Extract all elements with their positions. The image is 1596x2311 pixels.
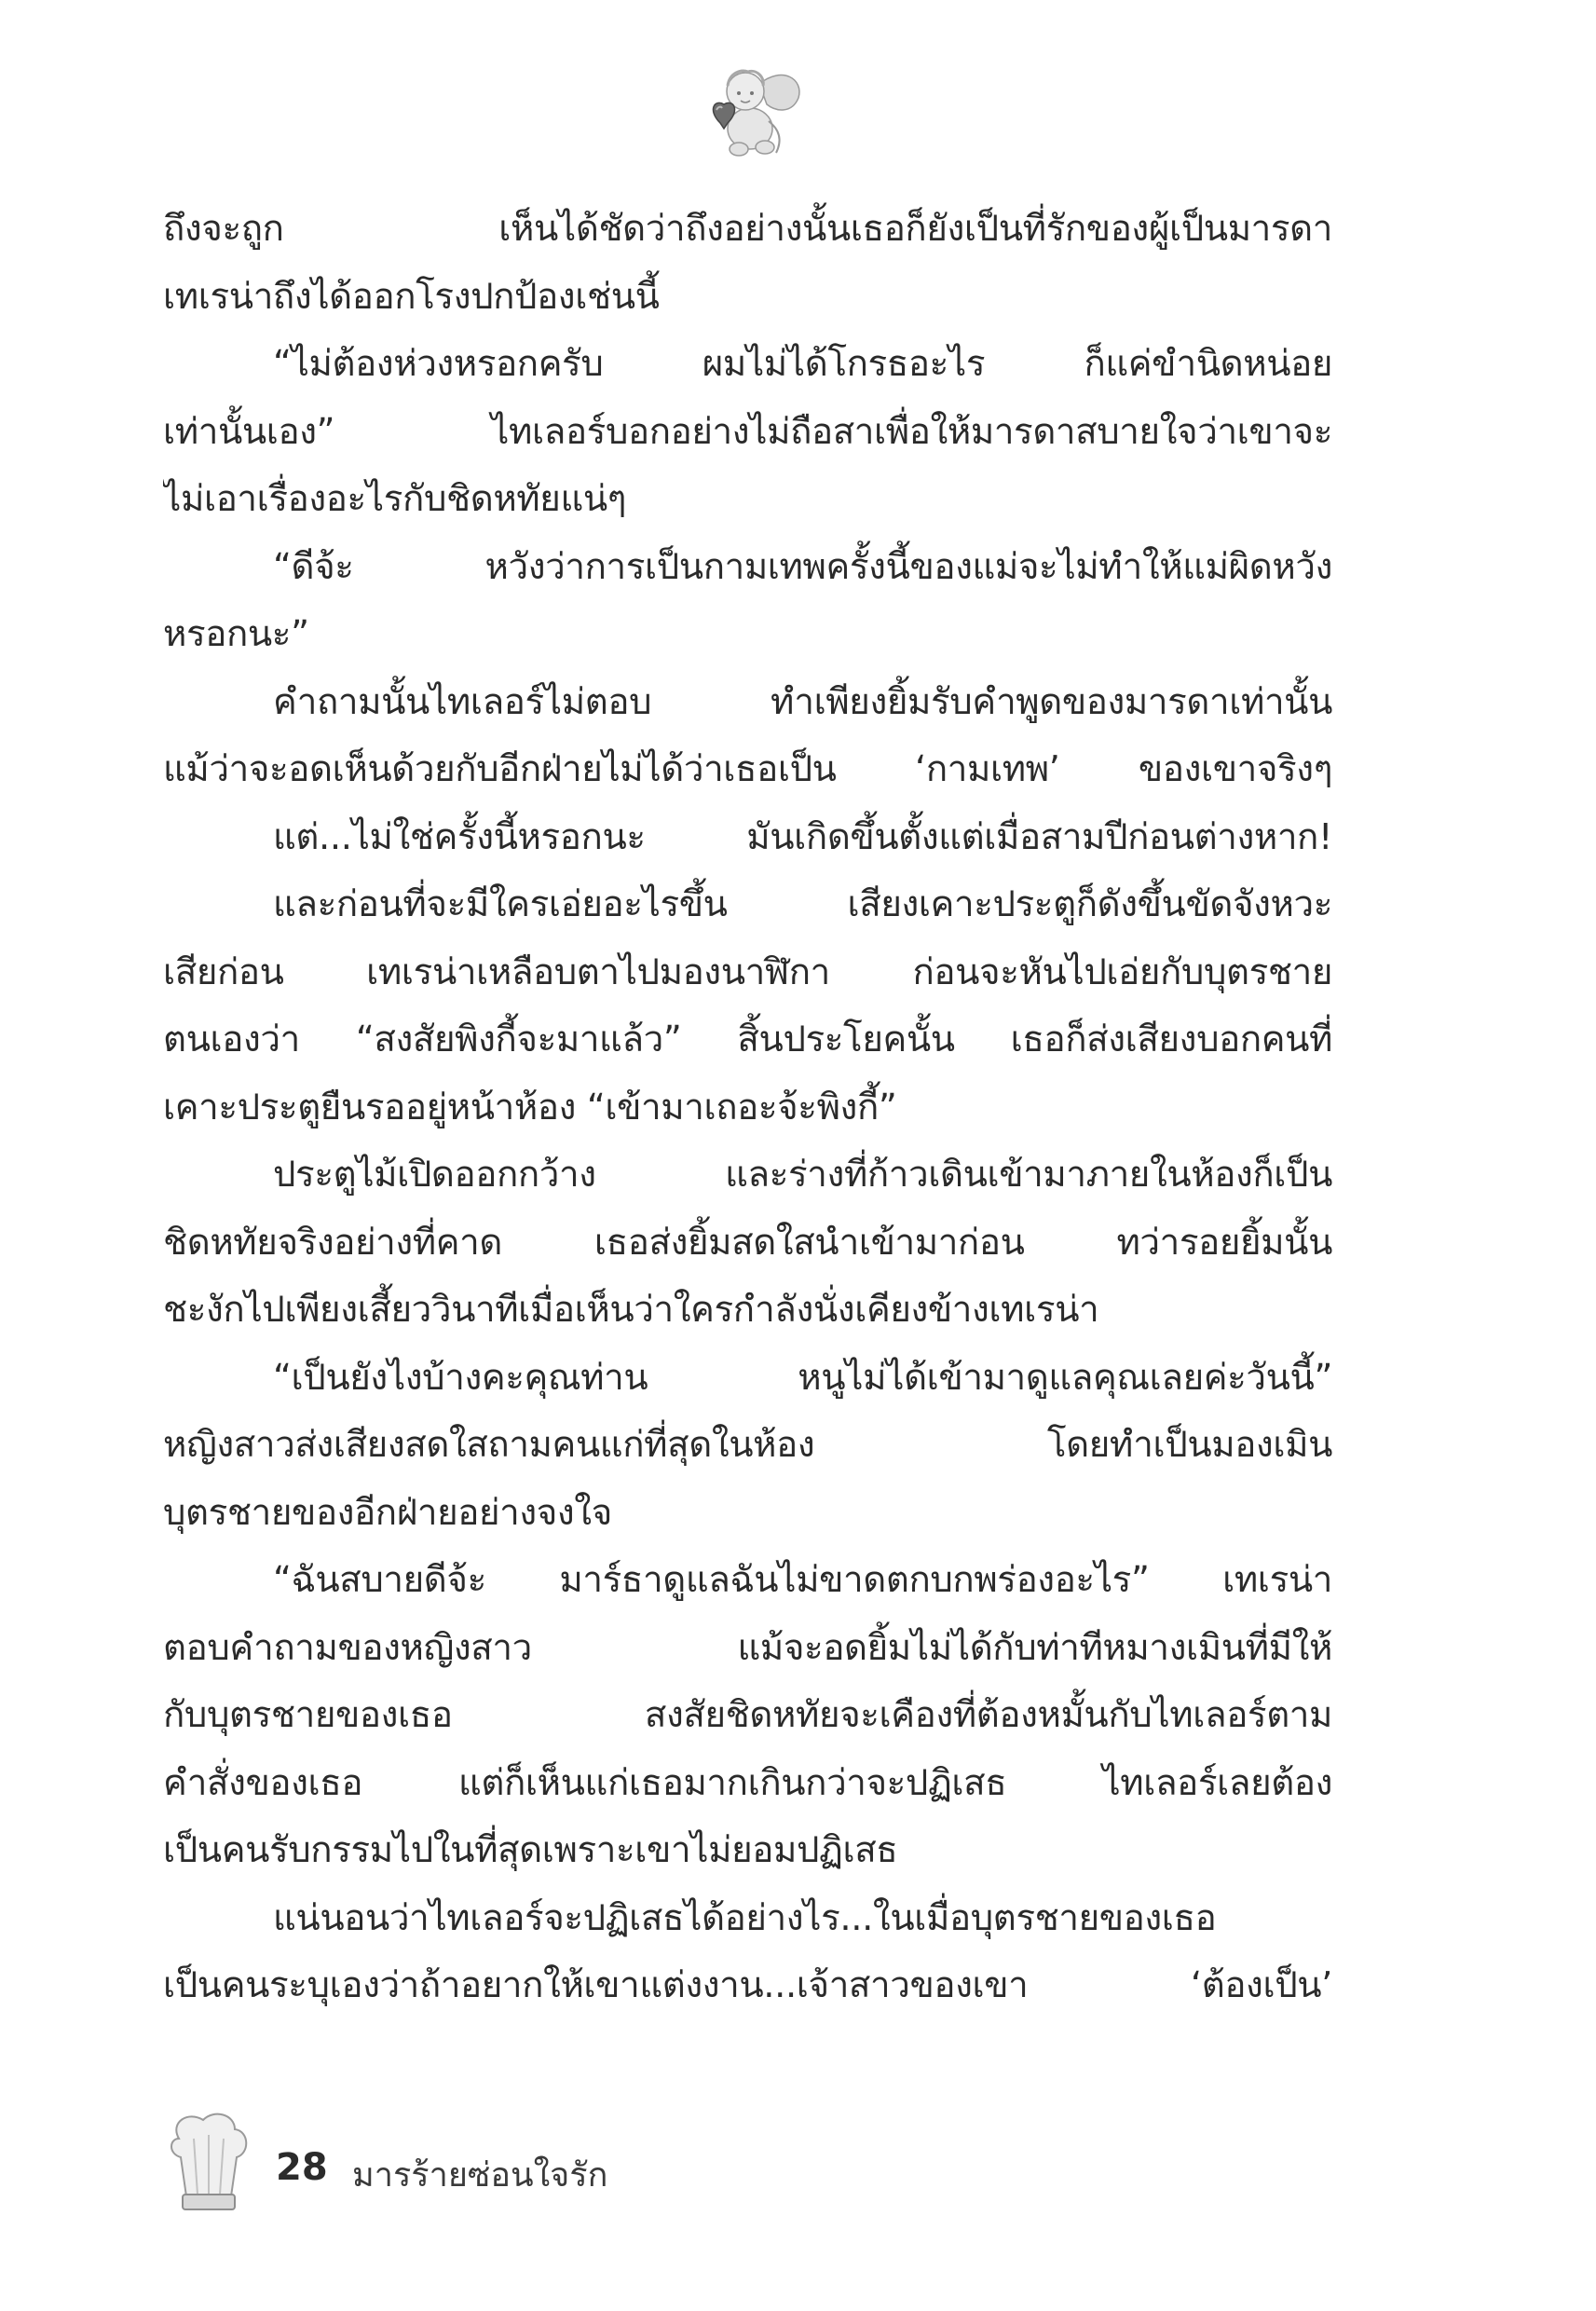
chef-hat-icon: [166, 2111, 250, 2213]
text-line-25: เป็นคนรับกรรมไปในที่สุดเพราะเขาไม่ยอมปฏิเสธ: [163, 1829, 898, 1871]
text-line-9: แม้ว่าจะอดเห็นด้วยกับอีกฝ่ายไม่ได้ว่าเธอเป็น ‘กามเทพ’ ของเขาจริงๆ: [163, 748, 1332, 790]
text-line-20: บุตรชายของอีกฝ่ายอย่างจงใจ: [163, 1491, 612, 1534]
text-line-1: ถึงจะถูก เห็นได้ชัดว่าถึงอย่างนั้นเธอก็ยังเป็นที่รักของผู้เป็นมารดา: [163, 208, 1332, 250]
cupid-with-heart-icon: [694, 56, 806, 163]
text-line-6: “ดีจ้ะ หวังว่าการเป็นกามเทพครั้งนี้ของแม่จะไม่ทำให้แม่ผิดหวัง: [273, 545, 1332, 588]
text-line-23: กับบุตรชายของเธอ สงสัยชิดหทัยจะเคืองที่ต้องหมั้นกับไทเลอร์ตาม: [163, 1694, 1332, 1736]
text-line-24: คำสั่งของเธอ แต่ก็เห็นแก่เธอมากเกินกว่าจะปฏิเสธ ไทเลอร์เลยต้อง: [163, 1761, 1332, 1804]
text-line-19: หญิงสาวส่งเสียงสดใสถามคนแก่ที่สุดในห้อง โดยทำเป็นมองเมิน: [163, 1424, 1332, 1466]
text-line-13: ตนเองว่า “สงสัยพิงกี้จะมาแล้ว” สิ้นประโยคนั้น เธอก็ส่งเสียงบอกคนที่: [163, 1019, 1332, 1060]
text-line-17: ชะงักไปเพียงเสี้ยววินาทีเมื่อเห็นว่าใครกำลังนั่งเคียงข้างเทเรน่า: [163, 1289, 1099, 1331]
page-footer: [166, 2111, 1004, 2213]
text-line-12: เสียก่อน เทเรน่าเหลือบตาไปมองนาฬิกา ก่อนจะหันไปเอ่ยกับบุตรชาย: [163, 950, 1332, 993]
text-line-26: แน่นอนว่าไทเลอร์จะปฏิเสธได้อย่างไร...ในเมื่อบุตรชายของเธอ: [273, 1896, 1217, 1939]
text-line-10: แต่...ไม่ใช่ครั้งนี้หรอกนะ มันเกิดขึ้นตั้งแต่เมื่อสามปีก่อนต่างหาก!: [273, 815, 1332, 858]
text-line-7: หรอกนะ”: [163, 613, 309, 655]
text-line-3: “ไม่ต้องห่วงหรอกครับ ผมไม่ได้โกรธอะไร ก็แค่ขำนิดหน่อย: [273, 343, 1332, 385]
text-line-21: “ฉันสบายดีจ้ะ มาร์ธาดูแลฉันไม่ขาดตกบกพร่องอะไร” เทเรน่า: [273, 1559, 1332, 1601]
text-line-5: ไม่เอาเรื่องอะไรกับชิดหทัยแน่ๆ: [163, 478, 627, 520]
text-line-15: ประตูไม้เปิดออกกว้าง และร่างที่ก้าวเดินเข้ามาภายในห้องก็เป็น: [273, 1154, 1332, 1196]
page-body-text: [163, 196, 1332, 2020]
text-line-4: เท่านั้นเอง” ไทเลอร์บอกอย่างไม่ถือสาเพื่อให้มารดาสบายใจว่าเขาจะ: [163, 410, 1332, 453]
text-line-8: คำถามนั้นไทเลอร์ไม่ตอบ ทำเพียงยิ้มรับคำพูดของมารดาเท่านั้น: [273, 680, 1332, 723]
text-line-11: และก่อนที่จะมีใครเอ่ยอะไรขึ้น เสียงเคาะประตูก็ดังขึ้นขัดจังหวะ: [273, 883, 1332, 925]
book-title: มารร้ายซ่อนใจรัก: [352, 2156, 608, 2195]
text-line-27: เป็นคนระบุเองว่าถ้าอยากให้เขาแต่งงาน...เจ้าสาวของเขา ‘ต้องเป็น’: [163, 1964, 1332, 2006]
text-line-2: เทเรน่าถึงได้ออกโรงปกป้องเช่นนี้: [163, 275, 660, 318]
text-line-14: เคาะประตูยืนรออยู่หน้าห้อง “เข้ามาเถอะจ้ะพิงกี้”: [163, 1086, 897, 1128]
text-line-18: “เป็นยังไงบ้างคะคุณท่าน หนูไม่ได้เข้ามาดูแลคุณเลยค่ะวันนี้”: [273, 1356, 1332, 1399]
text-line-16: ชิดหทัยจริงอย่างที่คาด เธอส่งยิ้มสดใสนำเข้ามาก่อน ทว่ารอยยิ้มนั้น: [163, 1221, 1332, 1264]
page-number: 28: [276, 2146, 328, 2189]
text-line-22: ตอบคำถามของหญิงสาว แม้จะอดยิ้มไม่ได้กับท่าทีหมางเมินที่มีให้: [163, 1626, 1332, 1669]
